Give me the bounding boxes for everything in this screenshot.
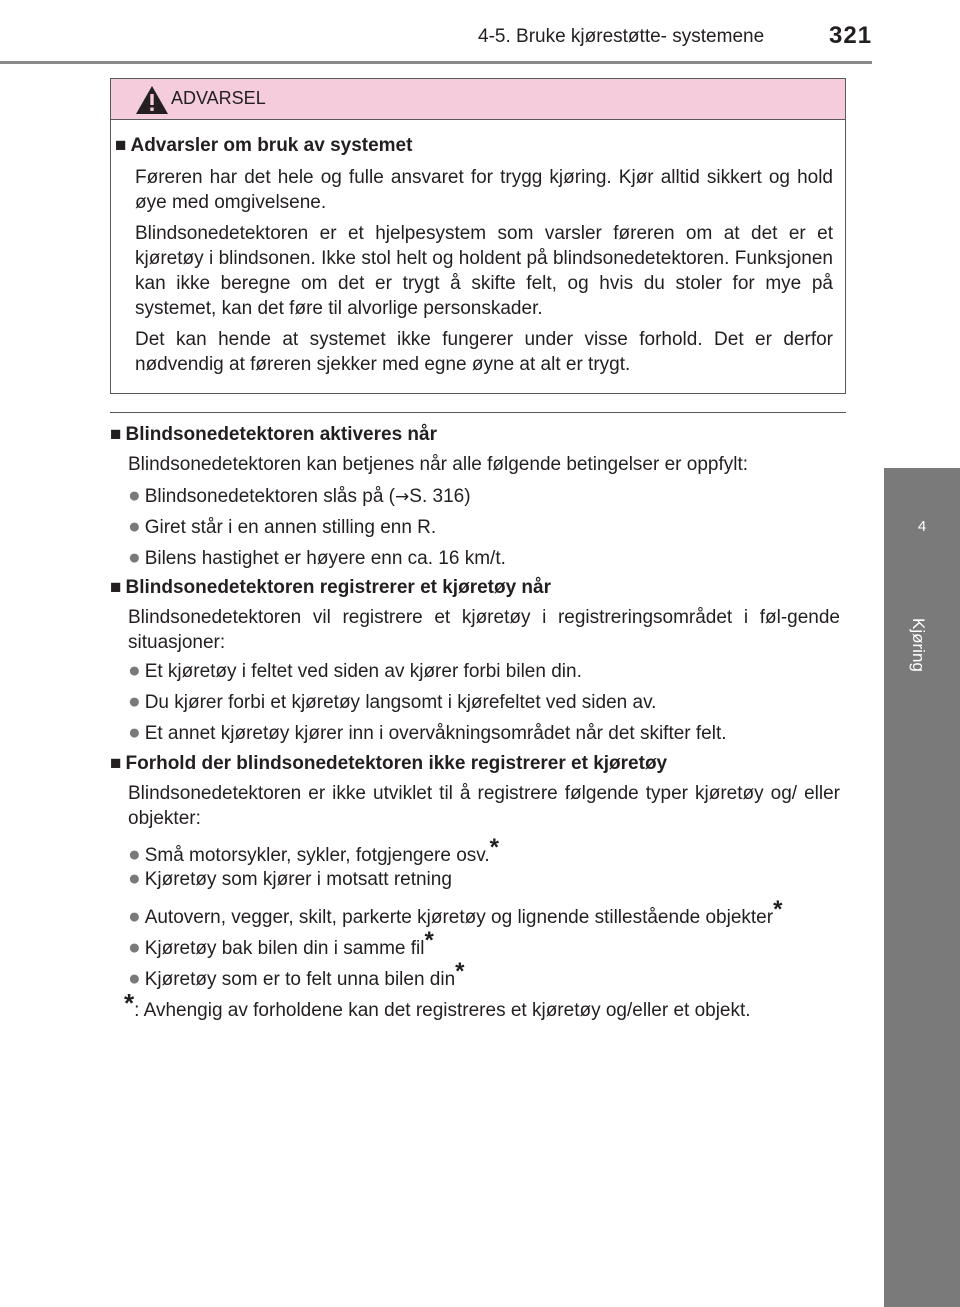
list-item-text: Et annet kjøretøy kjører inn i overvåkningsområdet når det skifter felt. xyxy=(144,723,727,744)
list-item xyxy=(128,928,434,961)
square-bullet-icon: ■ xyxy=(115,135,127,156)
section-heading-text: Forhold der blindsonedetektoren ikke registrerer et kjøretøy xyxy=(125,753,668,774)
list-item-text: Et kjøretøy i feltet ved siden av kjører forbi bilen din. xyxy=(144,661,582,682)
chapter-number: 4 xyxy=(917,518,927,535)
chapter-tab xyxy=(884,468,960,1307)
list-item xyxy=(128,897,782,930)
list-item-text: Autovern, vegger, skilt, parkerte kjøretøy og lignende stillestående objekter xyxy=(144,907,774,928)
list-item-text: Kjøretøy som er to felt unna bilen din xyxy=(144,969,456,990)
asterisk-marker: * xyxy=(424,927,434,954)
list-item-text: Små motorsykler, sykler, fotgjengere osv. xyxy=(144,845,490,866)
list-item xyxy=(128,720,727,746)
header-divider xyxy=(0,61,872,64)
list-item-text: Kjøretøy bak bilen din i samme fil xyxy=(144,938,425,959)
list-item-text: Bilens hastighet er høyere enn ca. 16 km/t. xyxy=(144,548,506,569)
list-item xyxy=(128,866,452,892)
section-heading xyxy=(110,422,437,447)
list-item-text: Giret står i en annen stilling enn R. xyxy=(144,517,437,538)
circle-bullet-icon: ● xyxy=(128,967,141,990)
square-bullet-icon: ■ xyxy=(110,577,122,598)
section-intro: Blindsonedetektoren kan betjenes når alle følgende betingelser er oppfylt: xyxy=(128,454,749,475)
list-item xyxy=(128,514,436,540)
asterisk-marker: * xyxy=(773,896,783,923)
circle-bullet-icon: ● xyxy=(128,690,141,713)
warning-paragraph: Blindsonedetektoren er et hjelpesystem som varsler føreren om at det er et kjøretøy i blindsonen. Ikke stol helt og holdent på blindsonedetektoren. Funksjonen kan ikke beregne om det er trygt å skifte felt, og hvis du stoler for mye på systemet, kan det føre til alvorlige personskader. xyxy=(135,223,833,319)
section-intro: Blindsonedetektoren er ikke utviklet til å registrere følgende typer kjøretøy og/ eller objekter: xyxy=(128,783,840,829)
list-item-text: Kjøretøy som kjører i motsatt retning xyxy=(144,869,452,890)
circle-bullet-icon: ● xyxy=(128,905,141,928)
section-heading-text: Blindsonedetektoren registrerer et kjøretøy når xyxy=(125,577,551,598)
section-heading xyxy=(110,575,551,600)
list-item xyxy=(128,835,499,868)
square-bullet-icon: ■ xyxy=(110,753,122,774)
warning-label: ADVARSEL xyxy=(171,88,266,108)
circle-bullet-icon: ● xyxy=(128,546,141,569)
warning-box xyxy=(110,78,846,394)
warning-triangle-icon xyxy=(135,85,169,115)
list-item-text: Du kjører forbi et kjøretøy langsomt i kjørefeltet ved siden av. xyxy=(144,692,657,713)
list-item xyxy=(128,959,465,992)
footnote-text: : Avhengig av forholdene kan det registreres et kjøretøy og/eller et objekt. xyxy=(134,1000,751,1021)
section-title: 4-5. Bruke kjørestøtte- systemene xyxy=(478,26,765,47)
section-intro: Blindsonedetektoren vil registrere et kjøretøy i registreringsområdet i føl-gende situasjoner: xyxy=(128,607,840,653)
section-heading-text: Blindsonedetektoren aktiveres når xyxy=(125,424,437,445)
warning-paragraph: Føreren har det hele og fulle ansvaret for trygg kjøring. Kjør alltid sikkert og hold øye med omgivelsene. xyxy=(135,167,833,213)
list-item xyxy=(128,658,582,684)
asterisk-marker: * xyxy=(489,834,499,861)
chapter-name: Kjøring xyxy=(909,618,928,672)
circle-bullet-icon: ● xyxy=(128,484,141,507)
asterisk-marker: * xyxy=(455,958,465,985)
section-divider xyxy=(110,412,846,413)
page-reference: S. 316) xyxy=(409,486,471,507)
warning-paragraph: Det kan hende at systemet ikke fungerer under visse forhold. Det er derfor nødvendig at føreren sjekker med egne øyne at alt er trygt. xyxy=(135,329,833,375)
list-item xyxy=(128,483,471,510)
circle-bullet-icon: ● xyxy=(128,721,141,744)
circle-bullet-icon: ● xyxy=(128,867,141,890)
circle-bullet-icon: ● xyxy=(128,843,141,866)
footnote xyxy=(124,988,751,1023)
page-reference-arrow-icon: → xyxy=(395,487,410,507)
section-heading xyxy=(110,751,667,776)
circle-bullet-icon: ● xyxy=(128,936,141,959)
list-item xyxy=(128,545,506,571)
warning-title xyxy=(115,135,412,157)
warning-header xyxy=(111,79,845,120)
list-item xyxy=(128,689,656,715)
list-item-text: Blindsonedetektoren slås på ( xyxy=(144,486,396,507)
circle-bullet-icon: ● xyxy=(128,659,141,682)
warning-title-text: Advarsler om bruk av systemet xyxy=(130,135,413,156)
circle-bullet-icon: ● xyxy=(128,515,141,538)
page-number: 321 xyxy=(829,22,873,49)
square-bullet-icon: ■ xyxy=(110,424,122,445)
footnote-marker: * xyxy=(124,988,135,1018)
